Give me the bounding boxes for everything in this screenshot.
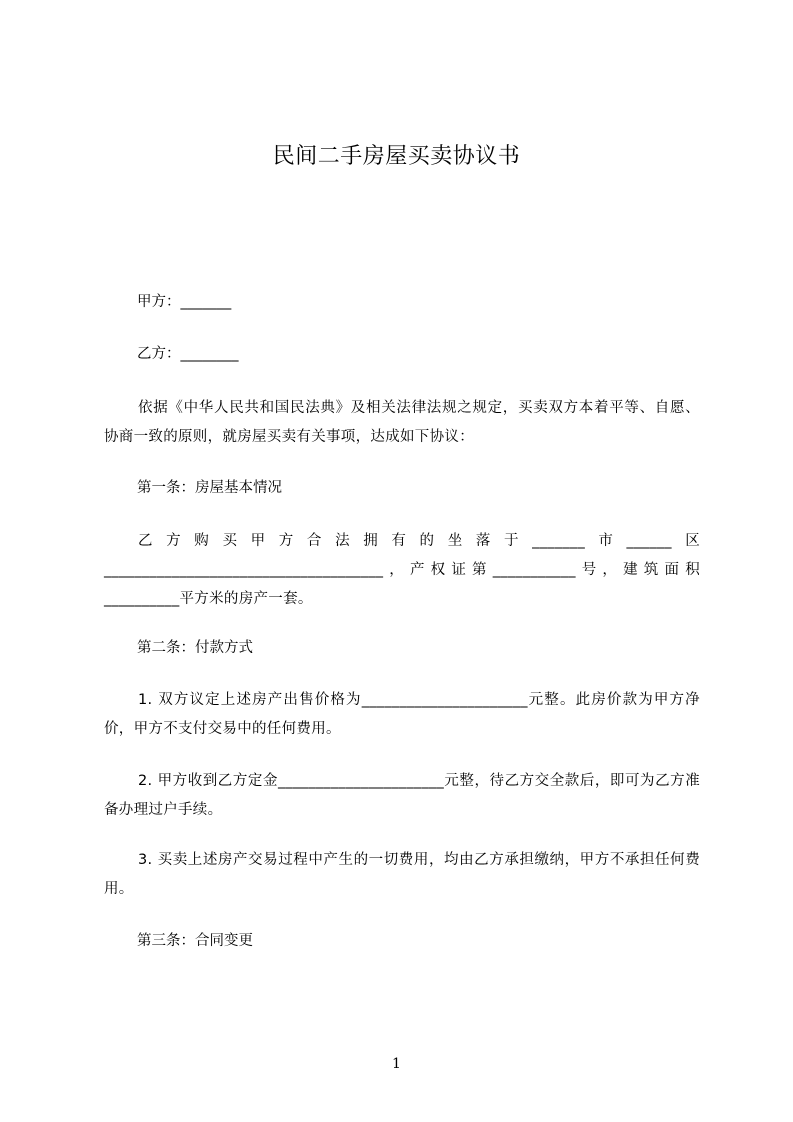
article-2-item-2: 2. 甲方收到乙方定金______________________元整，待乙方交全款后，即可为乙方准备办理过户手续。: [104, 773, 700, 818]
article-2-item-3: 3. 买卖上述房产交易过程中产生的一切费用，均由乙方承担缴纳，甲方不承担任何费用。: [104, 852, 700, 897]
page-number: 1: [392, 1056, 401, 1072]
party-a-line: 甲方：_______: [137, 294, 232, 310]
document-title: 民间二手房屋买卖协议书: [272, 144, 521, 169]
article-1-body: 乙方购买甲方合法拥有的坐落于_______市______区_____________________________________，产权证第___________号，建筑面积__________平方米的房产一套。: [104, 533, 700, 607]
article-1-heading: 第一条：房屋基本情况: [137, 480, 282, 496]
article-3-heading: 第三条：合同变更: [137, 933, 253, 949]
article-2-item-1: 1. 双方议定上述房产出售价格为______________________元整。此房价款为甲方净价，甲方不支付交易中的任何费用。: [104, 692, 700, 737]
article-2-heading: 第二条：付款方式: [137, 640, 253, 656]
preamble-paragraph: 依据《中华人民共和国民法典》及相关法律法规之规定，买卖双方本着平等、自愿、协商一致的原则，就房屋买卖有关事项，达成如下协议：: [104, 400, 700, 445]
party-b-line: 乙方：________: [137, 346, 239, 362]
